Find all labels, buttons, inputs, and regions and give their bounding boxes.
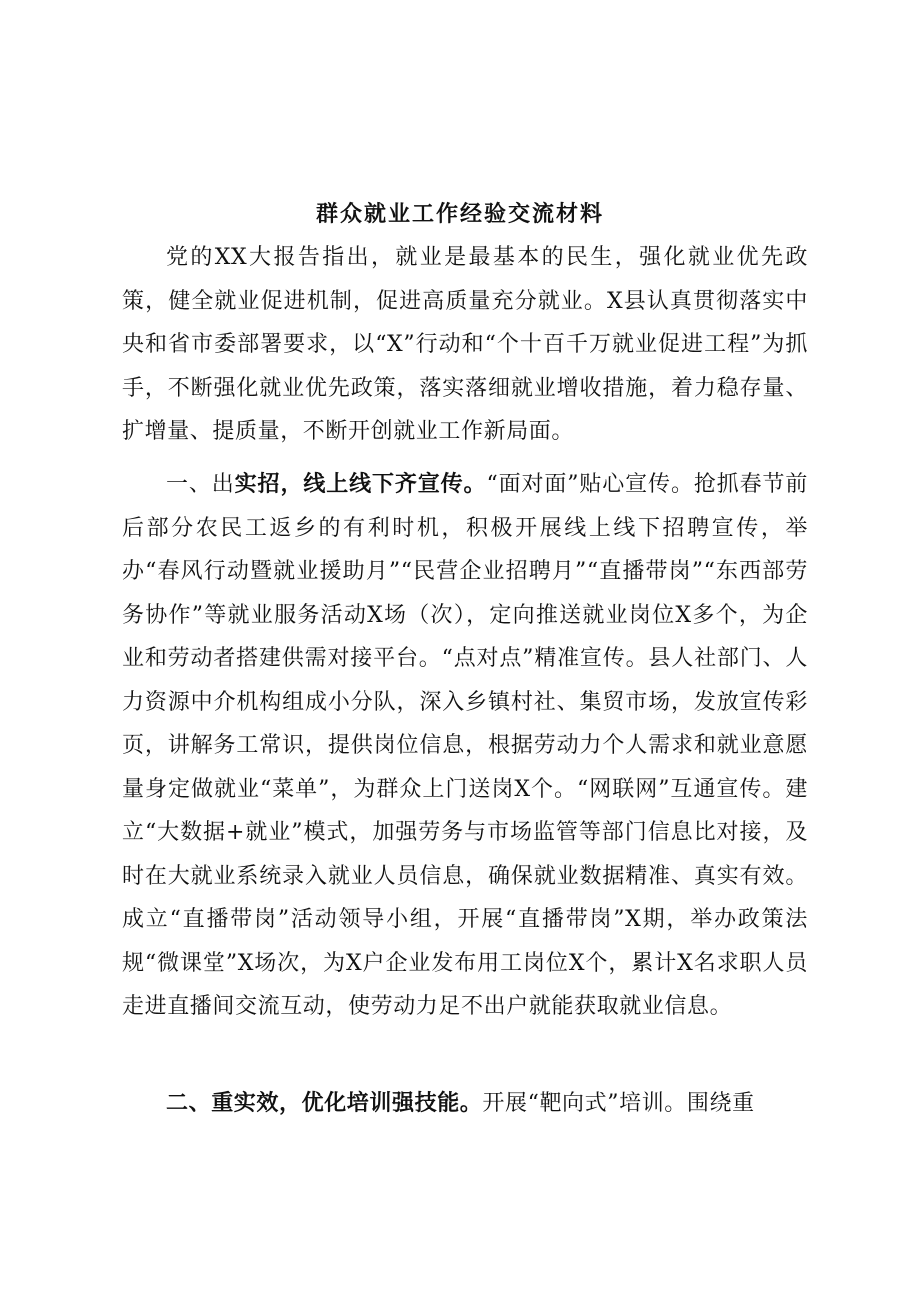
page-title: 群众就业工作经验交流材料: [315, 201, 604, 227]
intro-text: 党的XX大报告指出，就业是最基本的民生，强化就业优先政策，健全就业促进机制，促进高质量充分就业。X县认真贯彻落实中央和省市委部署要求，以“X”行动和“个十百千万就业促进工程”为抓手，不断强化就业优先政策，落实落细就业增收措施，着力稳存量、扩增量、提质量，不断开创就业工作新局面。: [122, 245, 808, 444]
section-1-body: “面对面”贴心宣传。抢抓春节前后部分农民工返乡的有利时机，积极开展线上线下招聘宣传，举办“春风行动暨就业援助月”“民营企业招聘月”“直播带岗”“东西部劳务协作”等就业服务活动X场（次），定向推送就业岗位X多个，为企业和劳动者搭建供需对接平台。“点对点”精准宣传。县人社部门、人力资源中介机构组成小分队，深入乡镇村社、集贸市场，发放宣传彩页，讲解务工常识，提供岗位信息，根据劳动力个人需求和就业意愿量身定做就业“菜单”，为群众上门送岗X个。“网联网”互通宣传。建立“大数据+就业”模式，加强劳务与市场监管等部门信息比对接，及时在大就业系统录入就业人员信息，确保就业数据精准、真实有效。成立“直播带岗”活动领导小组，开展“直播带岗”X期，举办政策法规“微课堂”X场次，为X户企业发布用工岗位X个，累计X名求职人员走进直播间交流互动，使劳动力足不出户就能获取就业信息。: [122, 472, 808, 1019]
section-1-heading: 实招，线上线下齐宣传。: [234, 471, 487, 497]
section-2-clip: [0, 1082, 920, 1132]
section-2-heading: 二、重实效，优化培训强技能。: [166, 1090, 483, 1116]
intro-paragraph: [122, 236, 808, 454]
section-2-paragraph: [122, 1082, 808, 1126]
section-1-paragraph: [122, 463, 808, 1029]
section-2-body: 开展“靶向式”培训。围绕重: [482, 1091, 755, 1116]
section-1-prefix: 一、出: [166, 472, 235, 497]
